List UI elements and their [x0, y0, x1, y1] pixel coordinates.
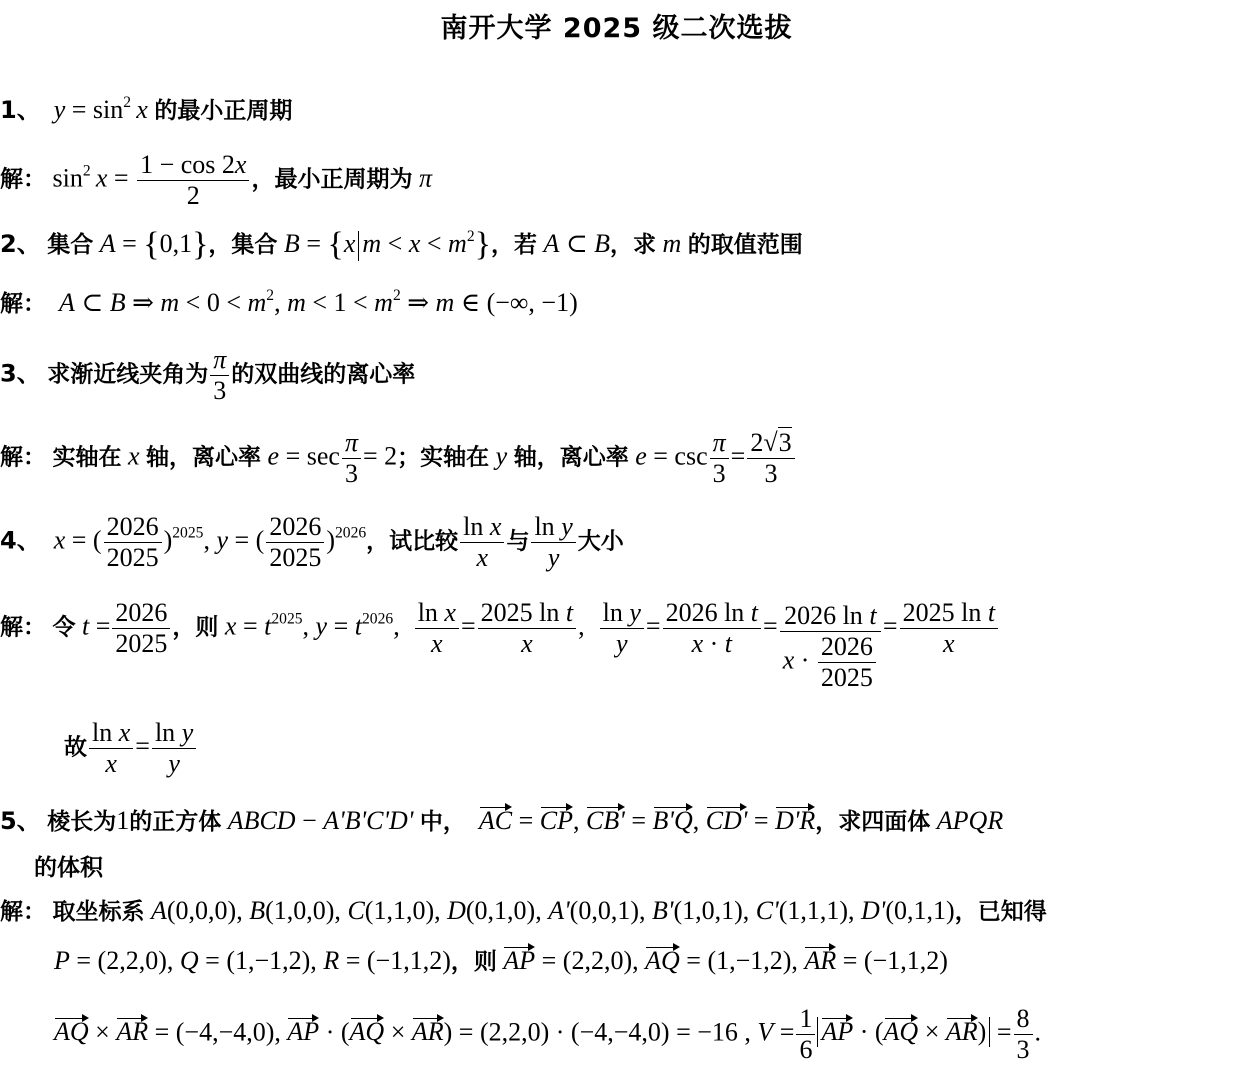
fraction: $\frac{2026}{2025}$ — [104, 512, 162, 573]
solution-label: 解： — [0, 899, 46, 925]
question-number: 5、 — [0, 807, 41, 835]
question-text: ，若 — [490, 232, 537, 258]
solution-5-line2: P = (2,2,0), Q = (1,−1,2), R = (−1,1,2)，则 AP = (2,2,0), AQ = (1,−1,2), AR = (−1,1,2) — [54, 946, 948, 975]
fraction: 2026 ln t x · $\frac{2026}{2025}$ — [780, 601, 881, 693]
fraction: $\frac{\pi}{3}$ — [710, 428, 729, 489]
question-number: 3、 — [0, 359, 41, 388]
solution-5-line3: AQ × AR = (−4,−4,0), AP · (AQ × AR) = (2,2,0) · (−4,−4,0) = −16 , V = $\frac{1}{6}$ AP · (AQ × AR) = $\frac{8}{3}$ . — [54, 1004, 1041, 1064]
question-5: 5、 棱长为1的正方体 ABCD − A'B'C'D' 中， AC = CP, CB' = B'Q, CD' = D'R，求四面体 APQR — [0, 806, 1004, 835]
solution-label: 解： — [0, 614, 46, 641]
solution-label: 解： — [0, 166, 46, 193]
fraction: $\frac{\text{ln y}}{y}$ — [531, 512, 575, 573]
fraction: $\frac{2026}{2025}$ — [112, 598, 170, 659]
solution-4: 解： 令 t = $\frac{2026}{2025}$ ，则 $x = t^{2025}$, $y = t^{2026}$, $\frac{\text{ln x}}{x}$ = $\frac{\text{2025 ln t}}{x}$ , $\frac{\text{ln y}}{y}$ = $\frac{\text{2026 ln t}}{x \cdot t}$ = 2026 ln t x · $\frac{2026}{2025}$ = $\frac{\text{2025 ln t}}{x}$ — [0, 598, 1000, 693]
fraction: $\frac{8}{3}$ — [1014, 1004, 1033, 1065]
fraction: $\frac{\text{2025 ln t}}{x}$ — [900, 598, 998, 659]
question-1: 1、 $y = \sin^2 x$ 的最小正周期 — [0, 94, 293, 124]
solution-3: 解： 实轴在 x 轴，离心率 e = sec $\frac{\pi}{3}$ = 2；实轴在 y 轴，离心率 e = csc $\frac{\pi}{3}$ = $\frac{2√3}{3}$ — [0, 428, 797, 489]
question-2: 2、 集合 A = {0,1}，集合 B = {x $m < x < m^2$}，若 A ⊂ B，求 m 的取值范围 — [0, 226, 803, 263]
question-text: ，求 — [610, 232, 657, 258]
question-4: 4、 x = ( $\frac{2026}{2025}$ )$^{2025}$, y = ( $\frac{2026}{2025}$ )$^{2026}$，试比较 $\frac{\text{ln x}}{x}$ 与 $\frac{\text{ln y}}{y}$ 大小 — [0, 512, 624, 572]
question-3 — [0, 345, 415, 406]
solution-1: 解： $\sin^2 x$ = $\frac{1 - \cos 2x}{2}$ ，最小正周期为 π — [0, 150, 432, 210]
question-text: 的取值范围 — [687, 232, 803, 258]
question-text: 求渐近线夹角为 — [47, 361, 209, 388]
question-number: 4、 — [0, 526, 41, 555]
fraction: $\frac{2√3}{3}$ — [747, 428, 794, 489]
question-text: 的双曲线的离心率 — [231, 361, 416, 388]
fraction: $\frac{2026}{2025}$ — [818, 632, 876, 693]
solution-label: 解： — [0, 291, 46, 317]
fraction: $\frac{\text{ln x}}{x}$ — [460, 512, 504, 573]
question-text: 大小 — [577, 528, 624, 555]
fraction: $\frac{\text{ln x}}{x}$ — [415, 598, 459, 659]
solution-2: 解： A ⊂ B ⇒ $m < 0 < m^2$, $m < 1 < m^2$ ⇒ m ∈ (−∞, −1) — [0, 287, 578, 317]
solution-label: 解： — [0, 444, 46, 471]
solution-4-conclusion: 故 $\frac{\text{ln x}}{x}$ = $\frac{\text{ln y}}{y}$ — [64, 718, 198, 779]
fraction: $\frac{\text{ln x}}{x}$ — [89, 718, 133, 779]
fraction: $\frac{\text{2025 ln t}}{x}$ — [478, 598, 576, 659]
question-text: ，试比较 — [366, 528, 459, 555]
question-number: 2、 — [0, 230, 41, 258]
question-text: 的最小正周期 — [154, 98, 293, 124]
question-5-cont: 的体积 — [34, 855, 103, 881]
fraction: $\frac{1 - \cos 2x}{2}$ — [137, 150, 249, 211]
page-title: 南开大学 2025 级二次选拔 — [440, 13, 793, 44]
solution-5: 解： 取坐标系 A(0,0,0), B(1,0,0), C(1,1,0), D(0,1,0), A'(0,0,1), B'(1,0,1), C'(1,1,1), D'(0,1,1)，已知得 — [0, 896, 1047, 925]
fraction: $\frac{\text{ln y}}{y}$ — [600, 598, 644, 659]
fraction: $\frac{1}{6}$ — [796, 1004, 815, 1065]
question-text: 与 — [506, 528, 530, 555]
fraction: $\frac{\pi}{3}$ — [210, 345, 229, 406]
solution-text: ，最小正周期为 — [251, 166, 413, 193]
question-text: 集合 — [47, 232, 94, 258]
fraction: $\frac{\text{ln y}}{y}$ — [152, 718, 196, 779]
fraction: $\frac{2026}{2025}$ — [266, 512, 324, 573]
question-number: 1、 — [0, 96, 41, 124]
fraction: $\frac{\pi}{3}$ — [342, 428, 361, 489]
question-text: ，集合 — [208, 232, 278, 258]
fraction: $\frac{\text{2026 ln t}}{x \cdot t}$ — [663, 598, 761, 659]
